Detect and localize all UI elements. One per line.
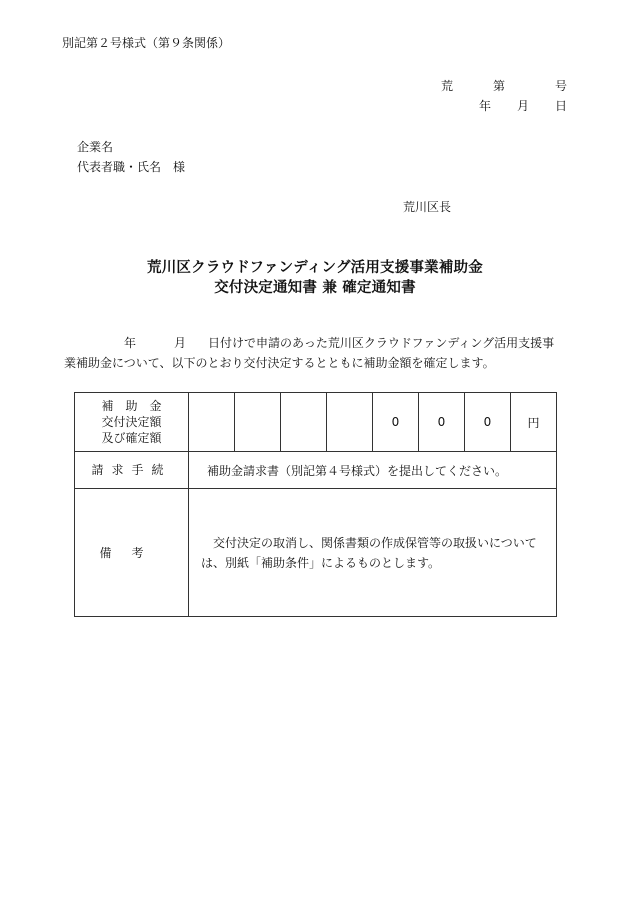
amount-digit: 0	[373, 393, 419, 452]
amount-label-line: 及び確定額	[101, 431, 162, 445]
notes-text-body: 交付決定の取消し、関係書類の作成保管等の取扱いについては、別紙「補助条件」によるものとします。	[201, 535, 537, 570]
body-paragraph	[64, 333, 572, 373]
date-month: 月	[517, 99, 530, 113]
date-year: 年	[479, 99, 492, 113]
amount-label	[75, 393, 189, 452]
document-title-line2: 交付決定通知書 兼 確定通知書	[214, 280, 416, 296]
notes-text	[189, 489, 557, 617]
doc-number-go: 号	[555, 79, 568, 93]
amount-digit: 0	[419, 393, 465, 452]
amount-label-line: 交付決定額	[101, 415, 162, 429]
date-day: 日	[555, 99, 568, 113]
recipient-company: 企業名	[77, 140, 114, 154]
notes-row	[75, 489, 557, 617]
doc-number-prefix: 荒	[441, 79, 454, 93]
amount-digit: 0	[465, 393, 511, 452]
body-text-line1: 日付けで申請のあった荒川区クラウドファンディング活用支援事	[208, 336, 555, 350]
notes-label: 備考	[75, 489, 189, 617]
amount-digit	[189, 393, 235, 452]
amount-digit	[235, 393, 281, 452]
body-year-label: 年	[124, 336, 137, 350]
document-title-line1: 荒川区クラウドファンディング活用支援事業補助金	[147, 260, 483, 276]
amount-row	[75, 393, 557, 452]
request-row	[75, 452, 557, 489]
sender: 荒川区長	[403, 200, 452, 214]
amount-digit	[281, 393, 327, 452]
body-text-line2: 業補助金について、以下のとおり交付決定するとともに補助金額を確定します。	[64, 356, 495, 370]
recipient-representative: 代表者職・氏名 様	[77, 160, 186, 174]
request-text: 補助金請求書（別記第４号様式）を提出してください。	[189, 452, 557, 489]
decision-table	[74, 392, 557, 617]
currency-unit: 円	[511, 393, 557, 452]
doc-number-dai: 第	[493, 79, 506, 93]
amount-digit	[327, 393, 373, 452]
form-reference: 別記第２号様式（第９条関係）	[62, 36, 231, 50]
body-month-label: 月	[174, 336, 187, 350]
amount-label-line: 補 助 金	[101, 399, 162, 413]
request-label: 請求手続	[75, 452, 189, 489]
